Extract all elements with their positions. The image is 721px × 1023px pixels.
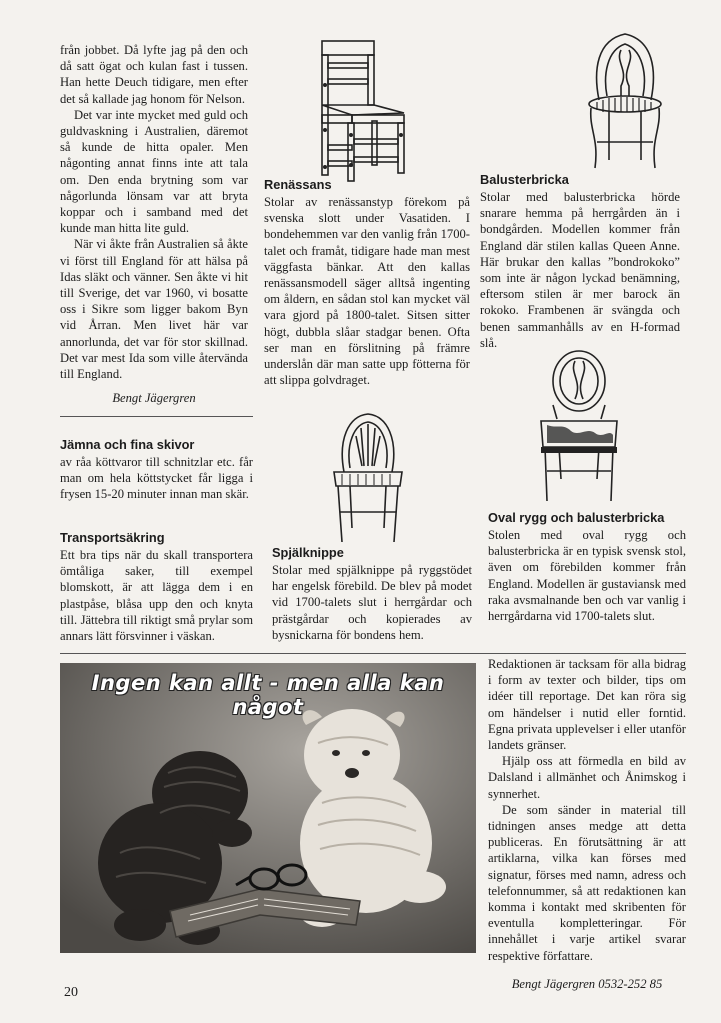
photo-banner: Ingen kan allt - men alla kan något xyxy=(91,671,445,719)
chair-heading: Oval rygg och balusterbricka xyxy=(488,510,665,525)
divider xyxy=(60,416,253,417)
tip-heading: Jämna och fina skivor xyxy=(60,437,195,452)
chair-text: Stolar med spjälknippe på ryggstödet har engelsk förebild. De blev på modet vid 1700-talets slut i herrgårdar och prästgårdar och kopierades av bysnickarna för bondens hem. xyxy=(272,563,472,642)
article-paragraph: från jobbet. Då lyfte jag på den och då satt ögat och kulan fast i tussen. Han hette Deuch tidigare, men efter det så kallade jag honom för Nelson. xyxy=(60,43,248,106)
tip-heading: Transportsäkring xyxy=(60,530,165,545)
chair-balusterbricka xyxy=(480,172,680,351)
chair-heading: Balusterbricka xyxy=(480,172,569,187)
tip-slices xyxy=(60,437,253,503)
page-number: 20 xyxy=(64,985,78,1000)
editorial-paragraph: Redaktionen är tacksam för alla bidrag i form av texter och bilder, tips om idéer till reportage. Det kan röra sig om händelser i nutid eller forntid. Egna privata upplevelser i eller utanför landets gränser. xyxy=(488,657,686,753)
chair-text: Stolar med balusterbricka hörde snarare hemma på herrgården än i bondgården. Modellen kommer från England där stilen kallas Queen Anne. Här brukar den kallas ”bondrokoko” som inte är någon lyckad benämning, eftersom stilen är mer barock än rokoko. Frambenen är svängda och benen sammanhålls av en H-formad slå. xyxy=(480,190,680,350)
chair-text: Stolar av renässanstyp förekom på svenska slott under Vasatiden. I bondehemmen var den vanlig från 1700-talet och framåt, tidigare hade man mest väggfasta bänkar. Att den kallas renässansmodell säger alltså ingenting om åldern, en sådan stol kan mycket väl vara gjord på 1800-talet. Sitsen sitter högt, dubbla slåar stadgar benen. Ofta ser man en förslitning på främre underslån där man satte upp fötterna för att slippa golvdraget. xyxy=(264,195,470,388)
editorial-paragraph: Hjälp oss att förmedla en bild av Dalsland i allmänhet och Ånimskog i synnerhet. xyxy=(488,754,686,801)
editorial-paragraph: De som sänder in material till tidningen anses medge att detta publiceras. En förutsättning är att artiklarna, vilka kan förses med signatur, förses med namn, adress och telefonnummer, så att redaktionen kan komma i kontakt med skribenten för eventulla kompletteringar. För innehållet i varje artikel svarar respektive författare. xyxy=(488,802,686,963)
chair-spjalknippe xyxy=(272,545,472,643)
chair-heading: Renässans xyxy=(264,177,332,192)
oval-back-chair-illustration xyxy=(537,347,621,505)
chair-oval-rygg xyxy=(488,510,686,624)
editorial-signature: Bengt Jägergren 0532-252 85 xyxy=(511,976,663,991)
divider xyxy=(60,653,686,654)
article-signature: Bengt Jägergren xyxy=(112,391,196,406)
chair-heading: Spjälknippe xyxy=(272,545,344,560)
article-paragraph: När vi åkte från Australien så åkte vi först till England för att hälsa på Idas släkt och vänner. Sen åkte vi hit till Sverige, det var 1960, vi bosatte oss i Sikre som ligger bakom Byn vid Årran. Men livet här var annorlunda, det var för stor skillnad. Det var mest Ida som ville återvända till England. xyxy=(60,237,248,382)
chair-renassans xyxy=(264,177,470,388)
editorial-note xyxy=(488,656,686,992)
article-paragraph: Det var inte mycket med guld och guldvaskning i Australien, däremot så kunde de hitta opaler. Men någonting annat finns inte att tala om. Den enda brytning som var någorlunda lönsam var att bryta koppar och i samband med det kunde man hitta lite guld. xyxy=(60,107,248,236)
left-article xyxy=(60,42,248,406)
renaissance-chair-illustration xyxy=(312,35,412,185)
chair-text: Stolen med oval rygg och balusterbricka är en typisk svensk stol, även om förebilden kommer från England. Modellen är gustaviansk med raka avsmalnande ben och var vanlig i herrgårdarna vid 1700-talets slut. xyxy=(488,528,686,624)
tip-text: av råa köttvaror till schnitzlar etc. får man om hela köttstycket får ligga i frysen 15-20 minuter innan man skär. xyxy=(60,455,253,502)
tip-text: Ett bra tips när du skall transportera ömtåliga saker, till exempel blomskott, är att lägga dem i en plastpåse, blåsa upp den och knyta till. Jättebra till riktigt små prylar som annars lätt försvinner i väskan. xyxy=(60,548,253,644)
baluster-chair-illustration xyxy=(585,30,665,175)
tip-transport xyxy=(60,530,253,644)
spindle-chair-illustration xyxy=(328,410,408,545)
sharpei-puppies-photo xyxy=(60,663,476,953)
